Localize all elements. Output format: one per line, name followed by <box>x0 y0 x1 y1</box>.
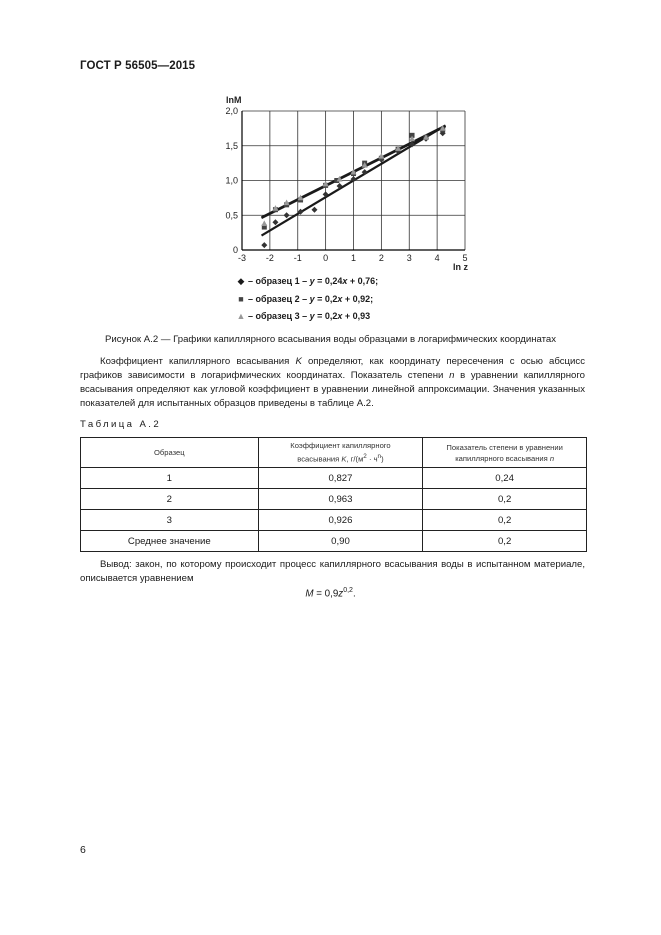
chart-plot-area <box>225 95 468 272</box>
header-sup: n <box>377 453 382 461</box>
data-point-diamond <box>261 242 267 248</box>
x-axis-label: ln z <box>453 262 468 272</box>
legend-tail: + 0,76; <box>347 276 379 286</box>
data-point-triangle <box>261 220 267 226</box>
header-text: , г/(м <box>346 454 364 464</box>
header-sup: 2 <box>363 453 367 461</box>
square-marker-icon: ■ <box>238 294 244 304</box>
legend-tail: + 0,92; <box>342 294 374 304</box>
header-text: ) <box>381 454 384 464</box>
table-header-row <box>81 438 587 468</box>
y-axis-label: lnM <box>226 95 242 105</box>
paragraph-text: Коэффициент капиллярного всасывания <box>100 356 296 367</box>
y-tick-label: 0 <box>232 245 238 255</box>
legend-xvar: x <box>337 311 343 321</box>
formula-var: z <box>338 588 344 600</box>
header-coefficient <box>258 438 423 468</box>
x-tick-label: 5 <box>462 253 468 263</box>
formula-end: . <box>352 588 356 600</box>
y-tick-label: 1,5 <box>225 140 238 151</box>
table-row <box>81 468 587 489</box>
header-sample: Образец <box>81 438 259 468</box>
legend-xvar: x <box>337 294 343 304</box>
cell-n: 0,2 <box>423 510 587 531</box>
triangle-marker-icon: ▲ <box>236 311 246 321</box>
formula-exponent: 0,2 <box>343 587 353 594</box>
page-number: 6 <box>80 844 86 856</box>
cell-sample: 1 <box>81 468 259 489</box>
paragraph-text: определяют, как координату пересечения с осью абсцисс графиков зависимости в логарифмических координатах. Показатель степени <box>80 356 585 381</box>
cell-n: 0,2 <box>423 531 587 552</box>
cell-n: 0,24 <box>423 468 587 489</box>
data-point-diamond <box>311 207 317 213</box>
cell-k: 0,926 <box>258 510 423 531</box>
cell-k: 0,827 <box>258 468 423 489</box>
x-tick-label: -1 <box>293 253 302 263</box>
paragraph-var-k: K <box>295 356 302 367</box>
cell-sample: 2 <box>81 489 259 510</box>
y-tick-label: 0,5 <box>225 210 238 221</box>
legend-label: – образец 2 – <box>248 294 310 304</box>
cell-k: 0,963 <box>258 489 423 510</box>
legend-label: – образец 1 – <box>248 276 310 286</box>
legend-label: – образец 3 – <box>248 311 310 321</box>
legend-item-2 <box>236 294 373 304</box>
x-tick-label: 4 <box>434 253 440 263</box>
legend-var: y <box>309 311 315 321</box>
table-row <box>81 489 587 510</box>
x-tick-label: 1 <box>350 253 357 263</box>
y-tick-label: 1,0 <box>225 175 238 186</box>
figure-caption: Рисунок А.2 — Графики капиллярного всасывания воды образцами в логарифмических координатах <box>104 334 557 345</box>
legend-eq: = 0,2 <box>314 294 338 304</box>
diamond-marker-icon: ◆ <box>237 276 245 286</box>
legend-var: y <box>309 294 315 304</box>
header-exponent <box>423 438 587 468</box>
data-point-diamond <box>272 219 278 225</box>
header-var: n <box>549 453 555 463</box>
formula <box>0 587 661 599</box>
data-point-diamond <box>284 212 290 218</box>
legend-tail: + 0,93 <box>342 311 371 321</box>
cell-sample: 3 <box>81 510 259 531</box>
header-text: Показатель степени в уравнении <box>446 442 563 452</box>
paragraph-coefficient <box>80 355 585 411</box>
legend-eq: = 0,24 <box>314 276 343 286</box>
header-text: Коэффициент капиллярного <box>290 441 391 451</box>
header-text: · ч <box>366 454 378 464</box>
cell-sample: Среднее значение <box>81 531 259 552</box>
formula-lhs: M <box>305 588 314 600</box>
legend-item-1 <box>236 276 378 287</box>
x-tick-label: 2 <box>378 253 384 263</box>
y-tick-label: 2,0 <box>225 106 238 116</box>
cell-n: 0,2 <box>423 489 587 510</box>
table-row <box>81 510 587 531</box>
header-var: K <box>341 454 347 464</box>
x-tick-label: -2 <box>265 253 274 263</box>
conclusion-paragraph: Вывод: закон, по которому происходит процесс капиллярного всасывания воды в испытанном материале, описывается уравнением <box>80 559 585 584</box>
legend-var: y <box>309 276 315 286</box>
x-tick-label: -3 <box>237 253 247 263</box>
data-table <box>80 437 587 552</box>
table-title: Таблица А.2 <box>80 419 162 430</box>
legend-item-3 <box>236 311 370 321</box>
legend-eq: = 0,2 <box>314 311 338 321</box>
legend-xvar: x <box>342 276 348 286</box>
x-tick-label: 0 <box>323 253 329 263</box>
x-tick-label: 3 <box>406 253 412 263</box>
paragraph-var-n: n <box>449 370 455 381</box>
table-row <box>81 531 587 552</box>
cell-k: 0,90 <box>258 531 423 552</box>
document-header: ГОСТ Р 56505—2015 <box>80 60 196 72</box>
formula-eq: = 0,9 <box>313 588 339 600</box>
chart <box>220 86 480 276</box>
paragraph-text: в уравнении капиллярного всасывания определяют как угловой коэффициент в уравнении линейной аппроксимации. Значения указанных показателей для испытанных образцов приведены в таблице А.2. <box>80 370 586 409</box>
header-text: всасывания <box>297 454 342 464</box>
header-text: капиллярного всасывания <box>455 453 550 463</box>
